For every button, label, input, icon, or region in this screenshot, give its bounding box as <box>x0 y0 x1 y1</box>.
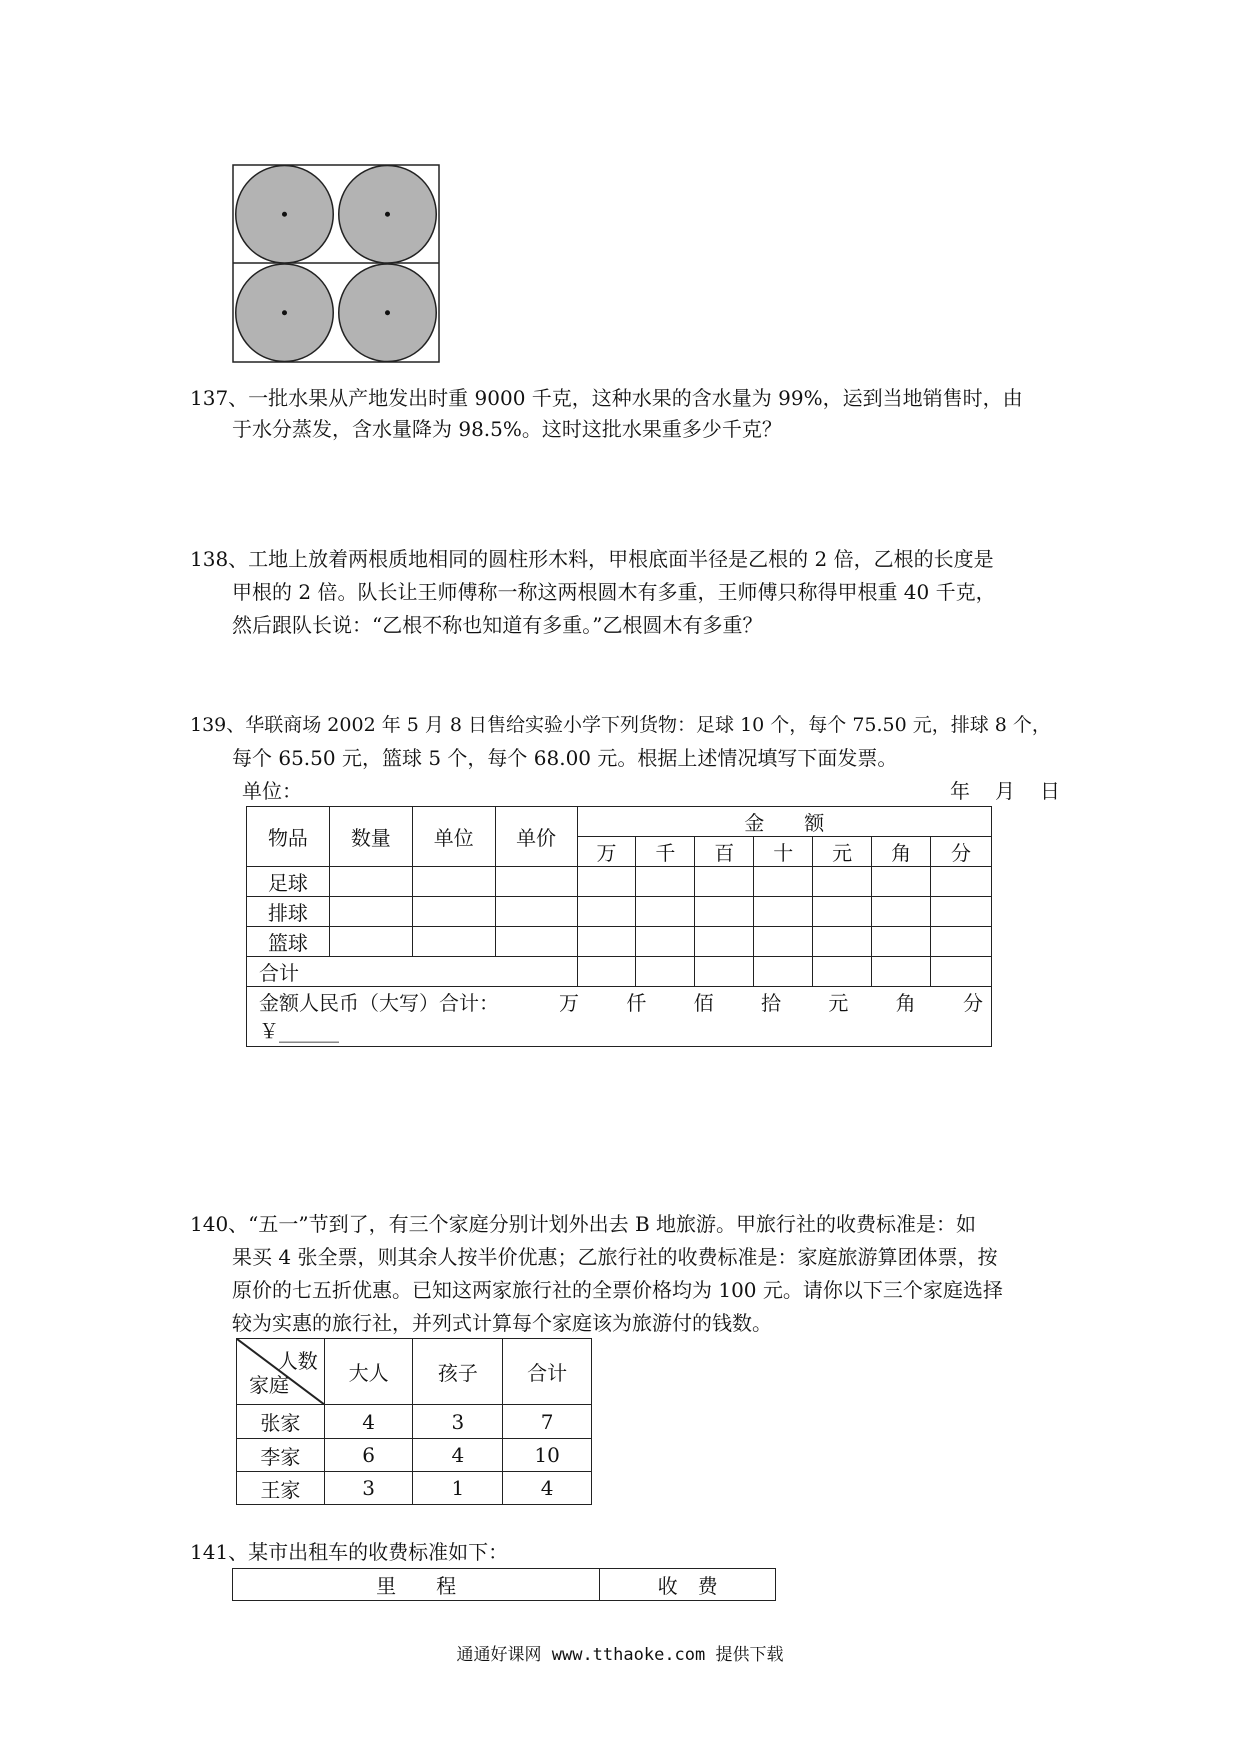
taxi-fare-table <box>232 1568 776 1601</box>
question-137-line-1: 137、一批水果从产地发出时重 9000 千克，这种水果的含水量为 99%，运到当地销售时，由 <box>190 386 1023 410</box>
total-count: 10 <box>503 1439 592 1472</box>
question-139-line-2: 每个 65.50 元，篮球 5 个，每个 68.00 元。根据上述情况填写下面发票。 <box>232 746 898 770</box>
adults-count: 6 <box>324 1439 413 1472</box>
question-141-title: 141、某市出租车的收费标准如下： <box>190 1540 509 1564</box>
invoice-date <box>950 777 1060 805</box>
item-basketball: 篮球 <box>247 927 330 957</box>
table-row-rmb <box>247 987 992 1047</box>
table-row <box>247 897 992 927</box>
total-label: 合计 <box>247 957 578 987</box>
invoice-unit-label: 单位： <box>242 779 302 803</box>
header-children: 孩子 <box>413 1339 503 1405</box>
circles-figure <box>232 164 442 364</box>
circle-center-dot <box>282 310 287 315</box>
family-name: 张家 <box>237 1405 325 1439</box>
table-row <box>237 1472 592 1505</box>
header-fee: 收 费 <box>600 1569 776 1601</box>
rmb-units: 万 仟 佰 拾 元 角 分 <box>559 991 983 1015</box>
children-count: 4 <box>413 1439 503 1472</box>
header-item: 物品 <box>247 807 330 867</box>
question-138-line-2: 甲根的 2 倍。队长让王师傅称一称这两根圆木有多重，王师傅只称得甲根重 40 千克， <box>232 580 996 604</box>
header-adults: 大人 <box>324 1339 413 1405</box>
header-quantity: 数量 <box>329 807 412 867</box>
family-name: 李家 <box>237 1439 325 1472</box>
family-table <box>236 1338 592 1505</box>
page-footer: 通通好课网 www.tthaoke.com 提供下载 <box>456 1645 784 1665</box>
header-unit: 单位 <box>412 807 495 867</box>
corner-top-label: 人数 <box>277 1349 318 1373</box>
question-140-line-4: 较为实惠的旅行社，并列式计算每个家庭该为旅游付的钱数。 <box>232 1311 772 1335</box>
date-day: 日 <box>1040 779 1060 803</box>
corner-bottom-label: 家庭 <box>249 1373 289 1397</box>
amount-col-jiao: 角 <box>872 837 931 867</box>
children-count: 1 <box>413 1472 503 1505</box>
header-total: 合计 <box>503 1339 592 1405</box>
amount-col-yuan: 元 <box>813 837 872 867</box>
header-amount: 金 额 <box>577 807 992 837</box>
header-unit-price: 单价 <box>495 807 577 867</box>
question-140-line-1: 140、“五一”节到了，有三个家庭分别计划外出去 B 地旅游。甲旅行社的收费标准是：如 <box>190 1212 977 1236</box>
children-count: 3 <box>413 1405 503 1439</box>
question-139-line-1: 139、华联商场 2002 年 5 月 8 日售给实验小学下列货物：足球 10 个，每个 75.50 元，排球 8 个， <box>190 714 1051 736</box>
question-138-line-3: 然后跟队长说：“乙根不称也知道有多重。”乙根圆木有多重？ <box>232 613 763 637</box>
corner-cell <box>237 1339 325 1405</box>
question-138-line-1: 138、工地上放着两根质地相同的圆柱形木料，甲根底面半径是乙根的 2 倍，乙根的长度是 <box>190 547 994 571</box>
header-distance: 里 程 <box>233 1569 600 1601</box>
amount-col-shi: 十 <box>754 837 813 867</box>
family-name: 王家 <box>237 1472 325 1505</box>
table-row <box>237 1405 592 1439</box>
table-row <box>247 867 992 897</box>
table-row-total <box>247 957 992 987</box>
total-count: 7 <box>503 1405 592 1439</box>
item-volleyball: 排球 <box>247 897 330 927</box>
table-row <box>237 1439 592 1472</box>
invoice-table <box>246 806 992 1047</box>
circle-center-dot <box>282 212 287 217</box>
amount-col-fen: 分 <box>931 837 992 867</box>
question-140-line-3: 原价的七五折优惠。已知这两家旅行社的全票价格均为 100 元。请你以下三个家庭选择 <box>232 1278 1003 1302</box>
amount-col-bai: 百 <box>695 837 754 867</box>
date-year: 年 <box>950 779 970 803</box>
table-row <box>247 927 992 957</box>
circle-center-dot <box>385 212 390 217</box>
amount-col-qian: 千 <box>636 837 695 867</box>
rmb-label: 金额人民币（大写）合计： <box>259 991 499 1015</box>
adults-count: 4 <box>324 1405 413 1439</box>
adults-count: 3 <box>324 1472 413 1505</box>
yen-line: ￥______ <box>259 1019 339 1043</box>
item-football: 足球 <box>247 867 330 897</box>
date-month: 月 <box>995 779 1015 803</box>
circle-center-dot <box>385 310 390 315</box>
question-137-line-2: 于水分蒸发，含水量降为 98.5%。这时这批水果重多少千克？ <box>232 417 782 441</box>
amount-col-wan: 万 <box>577 837 636 867</box>
total-count: 4 <box>503 1472 592 1505</box>
question-140-line-2: 果买 4 张全票，则其余人按半价优惠；乙旅行社的收费标准是：家庭旅游算团体票，按 <box>232 1245 998 1269</box>
